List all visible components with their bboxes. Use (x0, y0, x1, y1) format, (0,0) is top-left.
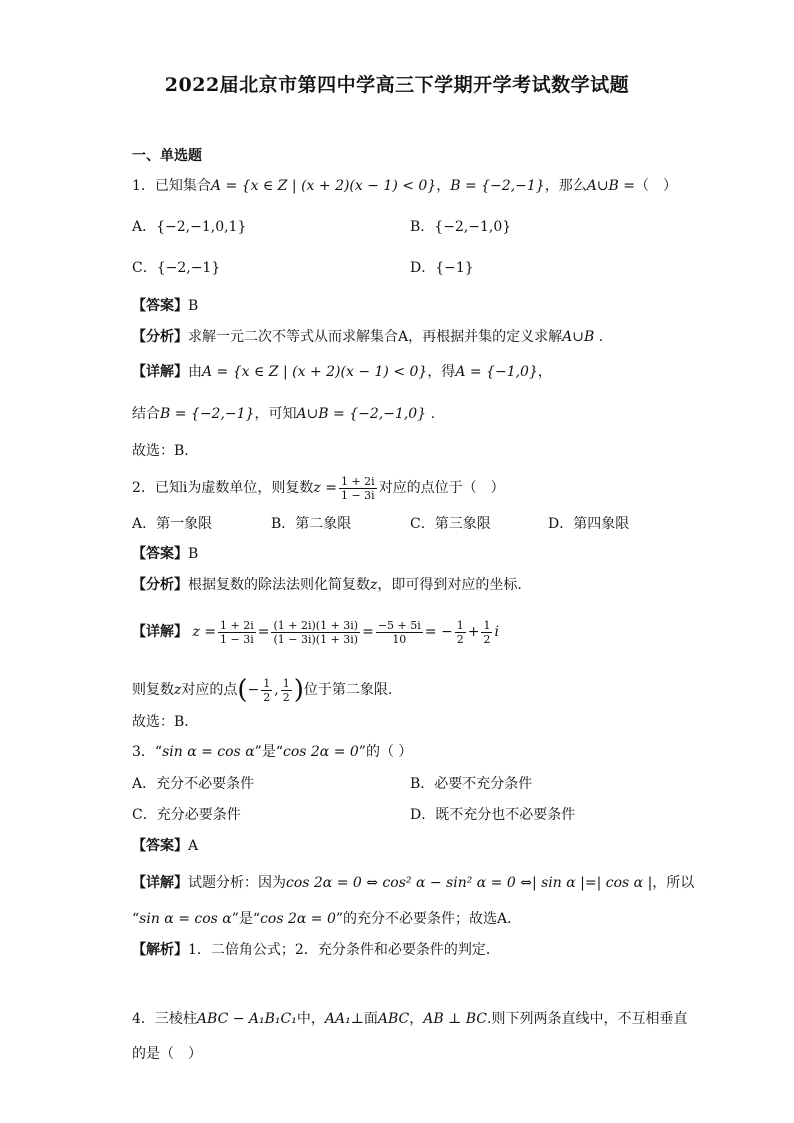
q1-paren: （ ） (635, 178, 678, 194)
point-z: z (174, 682, 182, 698)
q1-set-b: B = {−2,−1} (450, 178, 545, 194)
line2-cond-1: sin α = cos α (139, 911, 232, 927)
q2-fraction (339, 475, 377, 502)
detail-pre: 由 (188, 364, 202, 380)
analysis-math: A∪B . (562, 329, 604, 345)
q3-stem-pre: 3．“ (132, 744, 163, 760)
q2-frac-num: 1 + 2i (340, 474, 375, 488)
frac-num: −5 + 5i (377, 618, 421, 632)
q3-stem-post: ”的（ ） (358, 744, 413, 760)
combine-pre: 结合 (132, 406, 160, 422)
q3-cond-1: sin α = cos α (162, 744, 255, 760)
q4-aa1: AA₁ (324, 1011, 351, 1027)
detail-frac-2 (271, 619, 360, 646)
q3-option-b: B．必要不充分条件 (410, 776, 533, 792)
frac-num: 1 (282, 676, 290, 690)
frac-den: 10 (392, 632, 407, 646)
q2-z-eq: z = (313, 480, 337, 496)
q2-answer (132, 544, 198, 564)
detail-end: ， (537, 364, 552, 380)
q1-detail (132, 362, 552, 382)
point-frac-2 (281, 677, 292, 704)
analysis-post: ，即可得到对应的坐标. (377, 577, 522, 593)
q2-point (132, 670, 392, 710)
q1-stem-post: ，那么 (544, 178, 587, 194)
q3-option-c: C．充分必要条件 (132, 807, 241, 823)
q1-union: A∪B = (586, 178, 636, 194)
analysis-tag: 【分析】 (132, 329, 188, 345)
point-post: 位于第二象限. (303, 682, 393, 698)
q3-option-a: A．充分不必要条件 (132, 776, 255, 792)
q2-option-c: C．第三象限 (410, 516, 491, 532)
detail-tag: 【详解】 (132, 624, 188, 640)
q1-option-d: D．{−1} (410, 260, 474, 276)
q3-answer (132, 836, 198, 856)
q4-stem-post: .则下列两条直线中，不互相垂直 (487, 1011, 688, 1027)
q2-option-b: B．第二象限 (271, 516, 352, 532)
point-comma: , (274, 682, 279, 698)
detail-set: A = {x ∈ Z | (x + 2)(x − 1) < 0} (202, 364, 428, 380)
line2-mid: ”是“ (231, 911, 261, 927)
frac-num: 1 + 2i (220, 618, 254, 632)
q4-mid-1: 中， (296, 1011, 325, 1027)
q4-mid-2: ， (409, 1011, 424, 1027)
detail-tag: 【详解】 (132, 364, 188, 380)
detail-eq: = (257, 624, 270, 640)
q1-option-a: A．{−2,−1,0,1} (132, 219, 247, 235)
detail-frac-5 (481, 619, 492, 646)
q2-stem-pre: 2．已知i为虚数单位，则复数 (132, 480, 314, 496)
line2-post: ”的充分不必要条件；故选A． (335, 911, 522, 927)
question-4-stem (132, 1009, 687, 1029)
q1-answer (132, 296, 198, 316)
right-paren: ) (293, 675, 304, 705)
q4-perp: ⊥面 (350, 1011, 378, 1027)
answer-value: B (188, 546, 199, 562)
detail-pre: 试题分析：因为 (188, 875, 286, 891)
detail-post: ，所以 (652, 875, 695, 891)
detail-eq: = (362, 624, 374, 640)
explain-text: 1．二倍角公式；2．充分条件和必要条件的判定． (188, 942, 500, 958)
explain-tag: 【解析】 (132, 942, 188, 958)
q3-mid: ”是“ (254, 744, 283, 760)
q2-stem-post: 对应的点位于（ ） (378, 480, 505, 496)
q3-detail (132, 873, 694, 893)
q4-abc: ABC (377, 1011, 410, 1027)
frac-den: 2 (263, 690, 271, 704)
frac-den: 2 (282, 690, 290, 704)
q2-choose: 故选：B． (132, 714, 199, 730)
q2-option-a: A．第一象限 (132, 516, 213, 532)
frac-den: 2 (456, 632, 464, 646)
q3-option-d: D．既不充分也不必要条件 (410, 807, 576, 823)
answer-tag: 【答案】 (132, 838, 188, 854)
detail-eq: = − (424, 624, 453, 640)
detail-plus: + (467, 624, 480, 640)
frac-den: (1 − 3i)(1 + 3i) (273, 632, 359, 646)
q2-analysis (132, 575, 522, 595)
q1-stem-pre: 1．已知集合 (132, 178, 211, 194)
left-paren: ( (237, 675, 248, 705)
analysis-tag: 【分析】 (132, 577, 188, 593)
q1-choose: 故选：B. (132, 443, 189, 459)
q2-frac-den: 1 − 3i (340, 488, 375, 502)
point-mid: 对应的点 (181, 682, 238, 698)
frac-num: 1 (456, 618, 464, 632)
answer-value: B (188, 298, 199, 314)
q2-detail (132, 612, 499, 652)
line2-pre: “ (132, 911, 140, 927)
q3-explain (132, 940, 500, 960)
answer-tag: 【答案】 (132, 298, 188, 314)
q3-cond-2: cos 2α = 0 (282, 744, 359, 760)
q1-option-b: B．{−2,−1,0} (410, 219, 512, 235)
point-pre: 则复数 (132, 682, 174, 698)
point-frac-1 (261, 677, 272, 704)
q1-option-c: C．{−2,−1} (132, 260, 221, 276)
analysis-z: z (370, 577, 378, 593)
frac-num: 1 (263, 676, 271, 690)
q4-ab-bc: AB ⊥ BC (423, 1011, 487, 1027)
q3-detail-line-2 (132, 909, 521, 929)
line2-cond-2: cos 2α = 0 (260, 911, 336, 927)
analysis-text: 求解一元二次不等式从而求解集合A，再根据并集的定义求解 (188, 329, 563, 345)
detail-frac-3 (376, 619, 423, 646)
combine-result: A∪B = {−2,−1,0} . (296, 406, 436, 422)
section-heading: 一、单选题 (132, 148, 202, 164)
q1-combine (132, 404, 435, 424)
page-title: 2022届北京市第四中学高三下学期开学考试数学试题 (164, 74, 630, 96)
combine-b: B = {−2,−1} (160, 406, 255, 422)
detail-mid: ，得 (427, 364, 456, 380)
question-1-stem (132, 176, 677, 196)
frac-num: 1 (483, 618, 491, 632)
answer-value: A (188, 838, 199, 854)
detail-frac-1 (218, 619, 256, 646)
point-minus: − (247, 682, 260, 698)
detail-z: z = (192, 624, 217, 640)
detail-result: A = {−1,0} (455, 364, 538, 380)
combine-mid: ，可知 (254, 406, 297, 422)
frac-den: 2 (483, 632, 491, 646)
detail-frac-4 (455, 619, 466, 646)
frac-num: (1 + 2i)(1 + 3i) (273, 618, 359, 632)
question-4-line-2: 的是（ ） (132, 1046, 202, 1062)
detail-tag: 【详解】 (132, 875, 188, 891)
detail-math: cos 2α = 0 ⇔ cos² α − sin² α = 0 ⇔| sin α |=| cos α | (286, 875, 653, 891)
q4-prism: ABC − A₁B₁C₁ (196, 1011, 297, 1027)
analysis-pre: 根据复数的除法法则化简复数 (188, 577, 370, 593)
frac-den: 1 − 3i (220, 632, 254, 646)
q4-stem-pre: 4．三棱柱 (132, 1011, 197, 1027)
q2-option-d: D．第四象限 (548, 516, 630, 532)
q1-set-a: A = {x ∈ Z | (x + 2)(x − 1) < 0} (210, 178, 437, 194)
q1-sep: ， (436, 178, 451, 194)
answer-tag: 【答案】 (132, 546, 188, 562)
q1-analysis (132, 327, 603, 347)
detail-i: i (494, 624, 499, 640)
question-3-stem (132, 742, 412, 762)
question-2-stem (132, 470, 505, 506)
